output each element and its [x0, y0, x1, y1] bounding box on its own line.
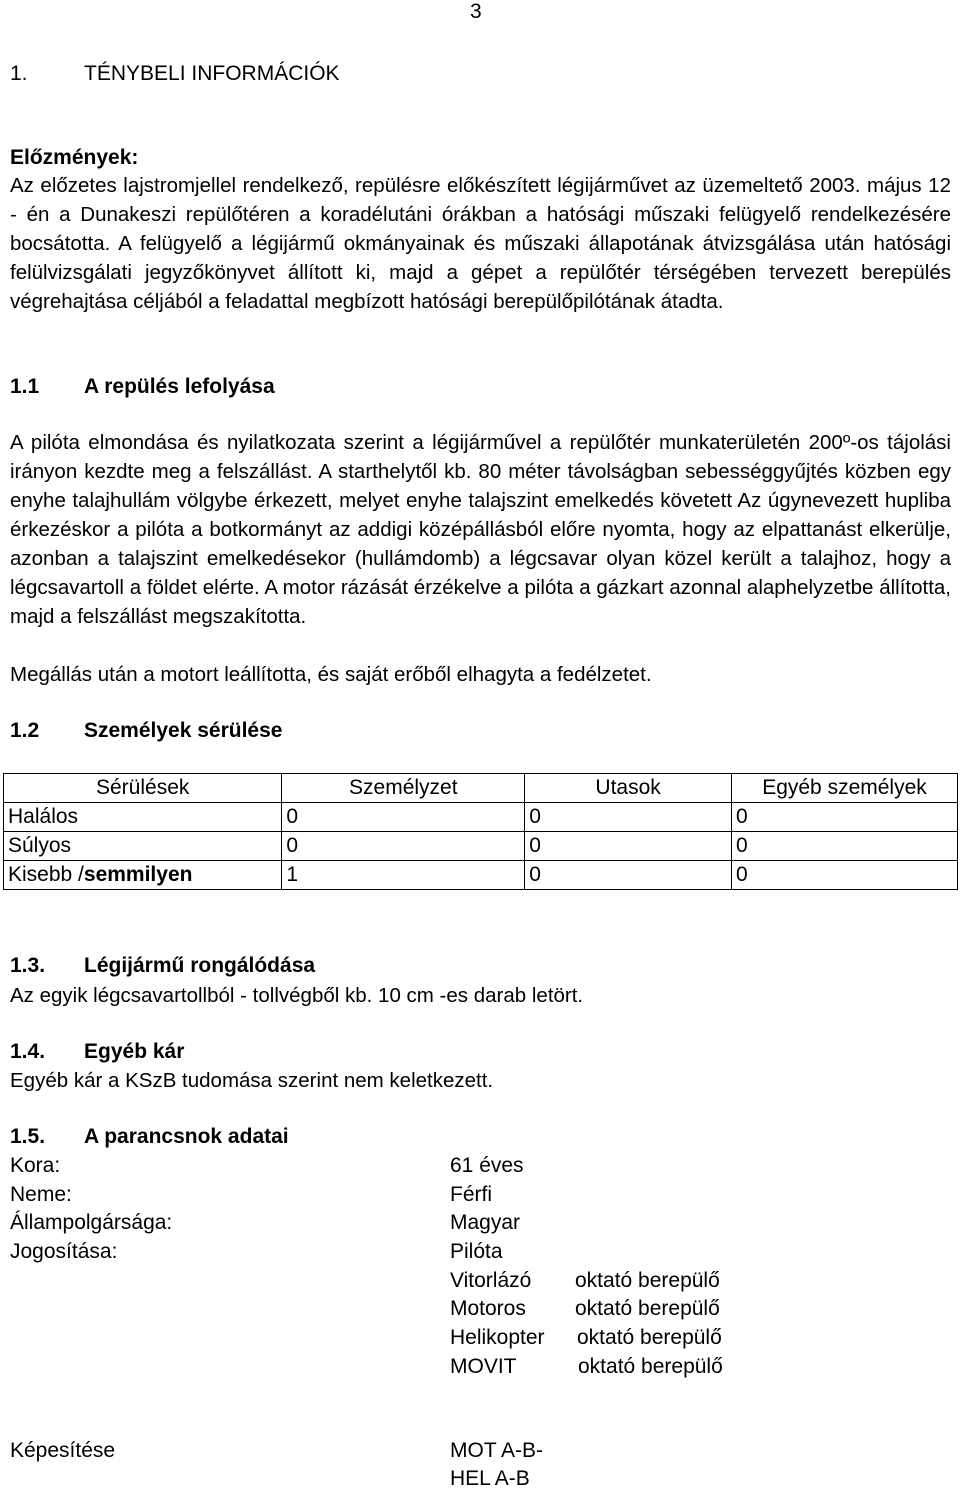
- table-cell: 0: [731, 861, 957, 890]
- subsection-title: Személyek sérülése: [84, 719, 283, 742]
- table-cell: 0: [525, 803, 732, 832]
- kepesitese-label: Képesítése: [10, 1439, 116, 1462]
- license-type: Vitorlázó: [450, 1269, 532, 1292]
- column-header: Utasok: [525, 774, 732, 803]
- section-title: TÉNYBELI INFORMÁCIÓK: [84, 62, 340, 85]
- subsection-number: 1.4.: [10, 1040, 46, 1063]
- subsection-title: A parancsnok adatai: [84, 1125, 289, 1148]
- flight-narrative-text: A pilóta elmondása és nyilatkozata szerint a légijárművel a repülőtér munkaterületén 200º-os tájolási irányon kezdte meg a felszállást. A starthelytől kb. 80 méter távolságban sebességgyűjtés közben egy enyhe talajhullám völgybe érkezett, melyet enyhe talajszint emelkedés követett Az úgynevezett hupliba érkezéskor a pilóta a botkormányt az addigi középállásból előre nyomta, hogy az elpattanást elkerülje, azonban a talajszint emelkedésekor (hullámdomb) a légcsavar olyan közel került a talajhoz, hogy a légcsavartoll a földet elérte. A motor rázását érzékelve a pilóta a gázkart azonnal alaphelyzetbe állította, majd a felszállást megszakította.: [10, 431, 951, 628]
- qualification-value: HEL A-B: [450, 1467, 530, 1490]
- subsection-heading-1-5: [10, 1125, 289, 1149]
- subsection-heading-1-4: [10, 1040, 184, 1064]
- allampolgarsag-value: Magyar: [450, 1211, 521, 1234]
- table-cell: 0: [282, 803, 525, 832]
- elozmenyek-heading: Előzmények:: [10, 146, 139, 169]
- subsection-number: 1.1: [10, 375, 40, 398]
- table-cell: 0: [525, 832, 732, 861]
- kora-label: Kora:: [10, 1154, 61, 1177]
- table-cell: 0: [731, 832, 957, 861]
- flight-narrative-text-2: Megállás után a motort leállította, és saját erőből elhagyta a fedélzetet.: [10, 663, 652, 686]
- license-type: Helikopter: [450, 1326, 545, 1349]
- row-label-text: Kisebb /: [8, 863, 84, 886]
- license-role: oktató berepülő: [575, 1269, 720, 1292]
- subsection-number: 1.3.: [10, 954, 46, 977]
- allampolgarsag-label: Állampolgársága:: [10, 1211, 173, 1234]
- subsection-title: Egyéb kár: [84, 1040, 185, 1063]
- other-damage-text: Egyéb kár a KSzB tudomása szerint nem keletkezett.: [10, 1069, 494, 1092]
- license-role: oktató berepülő: [577, 1326, 722, 1349]
- subsection-heading-1-1: [10, 375, 275, 399]
- neme-label: Neme:: [10, 1183, 72, 1206]
- row-label: [4, 861, 282, 890]
- table-cell: 0: [282, 832, 525, 861]
- column-header: Személyzet: [282, 774, 525, 803]
- column-header: Sérülések: [4, 774, 282, 803]
- table-row: [4, 861, 958, 890]
- subsection-heading-1-3: [10, 954, 315, 978]
- table-row: [4, 803, 958, 832]
- kora-value: 61 éves: [450, 1154, 524, 1177]
- row-label: Halálos: [4, 803, 282, 832]
- license-type: Pilóta: [450, 1240, 503, 1263]
- table-header-row: [4, 774, 958, 803]
- subsection-number: 1.5.: [10, 1125, 46, 1148]
- subsection-title: A repülés lefolyása: [84, 375, 275, 398]
- license-type: MOVIT: [450, 1355, 517, 1378]
- license-type: Motoros: [450, 1297, 526, 1320]
- jogositasa-label: Jogosítása:: [10, 1240, 118, 1263]
- qualification-value: MOT A-B-: [450, 1439, 543, 1462]
- license-role: oktató berepülő: [578, 1355, 723, 1378]
- subsection-title: Légijármű rongálódása: [84, 954, 316, 977]
- table-cell: 1: [282, 861, 525, 890]
- subsection-heading-1-2: [10, 719, 282, 743]
- elozmenyek-text: Az előzetes lajstromjellel rendelkező, repülésre előkészített légijárművet az üzemeltető 2003. május 12 - én a Dunakeszi repülőtéren a koradélutáni órákban a hatósági műszaki felügyelő rendelkezésére bocsátotta. A felügyelő a légijármű okmányainak és műszaki állapotának átvizsgálása után hatósági felülvizsgálati jegyzőkönyvet állított ki, majd a gépet a repülőtér térségében tervezett berepülés végrehajtása céljából a feladattal megbízott hatósági berepülőpilótának átadta.: [10, 174, 951, 313]
- table-cell: 0: [731, 803, 957, 832]
- subsection-number: 1.2: [10, 719, 40, 742]
- row-label: Súlyos: [4, 832, 282, 861]
- license-role: oktató berepülő: [575, 1297, 720, 1320]
- injuries-table: [3, 773, 958, 890]
- page-number: 3: [470, 0, 482, 23]
- section-heading: [10, 62, 340, 86]
- table-row: [4, 832, 958, 861]
- neme-value: Férfi: [450, 1183, 492, 1206]
- section-number: 1.: [10, 62, 28, 85]
- aircraft-damage-text: Az egyik légcsavartollból - tollvégből kb. 10 cm -es darab letört.: [10, 984, 584, 1007]
- table-cell: 0: [525, 861, 732, 890]
- row-label-bold: semmilyen: [83, 863, 193, 886]
- column-header: Egyéb személyek: [731, 774, 957, 803]
